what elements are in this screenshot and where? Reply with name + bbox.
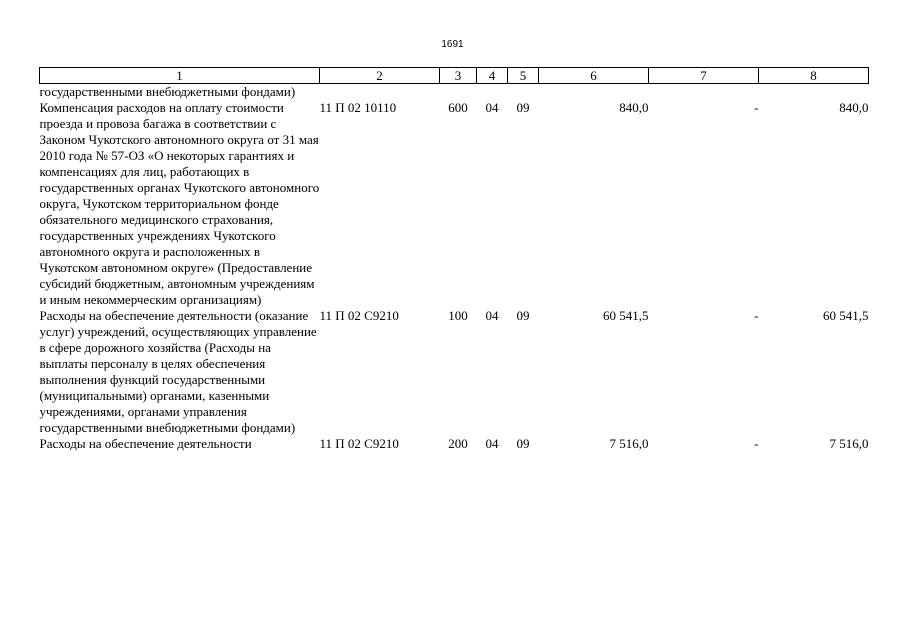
column-header-3: 3: [440, 68, 477, 84]
row-name: Расходы на обеспечение деятельности: [39, 436, 252, 451]
column-header-5: 5: [508, 68, 539, 84]
row-change: -: [754, 308, 759, 323]
row-total: 7 516,0: [829, 436, 869, 451]
row-amount: [539, 84, 649, 101]
row-code: 11 П 02 10110: [319, 100, 397, 115]
table-row: [40, 436, 869, 452]
row-vr: 200: [448, 436, 468, 451]
row-code: 11 П 02 С9210: [319, 436, 399, 451]
row-pr: [508, 84, 539, 101]
column-header-2: 2: [320, 68, 440, 84]
row-change: [649, 84, 759, 101]
row-vr: 600: [448, 100, 468, 115]
column-header-4: 4: [477, 68, 508, 84]
row-pr: 09: [516, 308, 530, 323]
row-pr: 09: [516, 436, 530, 451]
row-name: Компенсация расходов на оплату стоимости проезда и провоза багажа в соответствии с Законом Чукотского автономного округа от 31 мая 2010 года № 57-ОЗ «О некоторых гарантиях и компенсациях для лиц, работающих в государственных органах Чукотского автономного округа, Чукотском территориальном фонде обязательного медицинского страхования, государственных учреждениях Чукотского автономного округа и расположенных в Чукотском автономном округе» (Предоставление субсидий бюджетным, автономным учреждениям и иным некоммерческим организациям): [39, 100, 320, 307]
row-code: [320, 84, 440, 101]
row-name: Расходы на обеспечение деятельности (оказание услуг) учреждений, осуществляющих управление в сфере дорожного хозяйства (Расходы на выплаты персоналу в целях обеспечения выполнения функций государственными (муниципальными) органами, казенными учреждениями, органами управления государственными внебюджетными фондами): [39, 308, 317, 435]
column-header-8: 8: [759, 68, 869, 84]
row-rz: [477, 84, 508, 101]
row-name: государственными внебюджетными фондами): [39, 84, 296, 99]
row-rz: 04: [485, 100, 499, 115]
table-row: [40, 308, 869, 436]
row-change: -: [754, 436, 759, 451]
row-rz: 04: [485, 436, 499, 451]
row-amount: 60 541,5: [603, 308, 649, 323]
table-row: [40, 84, 869, 101]
column-header-6: 6: [539, 68, 649, 84]
budget-table: [39, 67, 869, 452]
column-header-7: 7: [649, 68, 759, 84]
page-number: 1691: [441, 39, 464, 50]
column-header-1: 1: [40, 68, 320, 84]
row-code: 11 П 02 С9210: [319, 308, 399, 323]
row-change: -: [754, 100, 759, 115]
row-total: 840,0: [839, 100, 869, 115]
row-rz: 04: [485, 308, 499, 323]
table-row: [40, 100, 869, 308]
row-amount: 840,0: [619, 100, 649, 115]
table-header-row: [40, 68, 869, 84]
row-total: [759, 84, 869, 101]
row-total: 60 541,5: [823, 308, 869, 323]
row-vr: 100: [448, 308, 468, 323]
row-amount: 7 516,0: [609, 436, 649, 451]
row-vr: [440, 84, 477, 101]
row-pr: 09: [516, 100, 530, 115]
